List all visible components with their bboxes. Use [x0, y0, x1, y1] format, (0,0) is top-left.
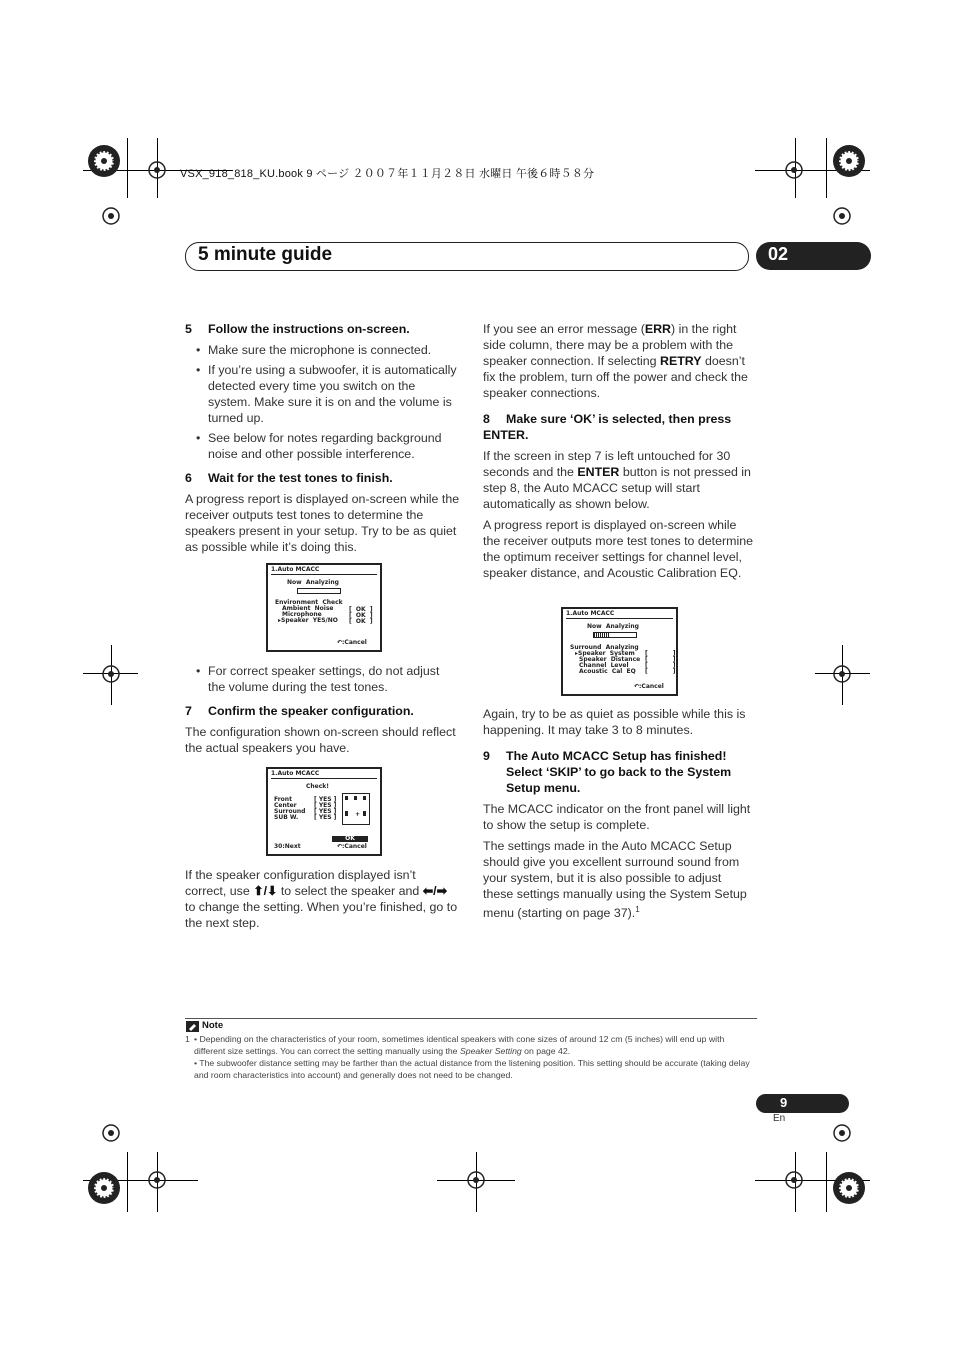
registration-sunburst-icon: [831, 143, 867, 179]
note-divider: [185, 1018, 757, 1019]
step-8-text: If the screen in step 7 is left untouched for 30 seconds and the ENTER button is not pressed in step 8, the Auto MCACC setup will start automatically as shown below.: [483, 449, 751, 511]
osd-screen-environment-check: 1.Auto MCACC Now Analyzing Environment Check Ambient Noise Microphone ▸Speaker YES/NO [ OK ] [ OK ] [ OK ] ↶:Cancel: [266, 563, 382, 652]
step-5-heading: 5 Follow the instructions on-screen.: [185, 322, 410, 336]
progress-bar: [593, 632, 637, 638]
note-text: 1 • Depending on the characteristics of your room, sometimes identical speakers with cone sizes of around 12 cm (5 inches) will end up with different size settings. You can correct the setting manually using the Speaker Setting on page 42. • The subwoofer distance setting may be farther than the actual distance from the listening position. This setting should be accurate (taking delay and room characteristics into account) and generally does not need to be changed.: [185, 1034, 750, 1080]
osd-screen-surround-analyzing: 1.Auto MCACC Now Analyzing Surround Analyzing ▸Speaker System Speaker Distance Channel Level Acoustic Cal EQ [ ] [ ] [ ] [ ] ↶:Cancel: [561, 607, 678, 696]
crosshair-icon: [101, 206, 121, 226]
osd-screen-speaker-check: 1.Auto MCACC Check! Front Center Surround SUB W. [ YES ] [ YES ] [ YES ] [ YES ] + OK 30:Next ↶:Cancel: [266, 767, 382, 856]
crosshair-icon: [832, 664, 852, 684]
crosshair-icon: [147, 1170, 167, 1190]
progress-bar: [297, 588, 341, 594]
speaker-layout-icon: [342, 793, 370, 825]
chapter-badge: [756, 242, 871, 270]
crosshair-icon: [147, 160, 167, 180]
step-8-text-2: A progress report is displayed on-screen while the receiver outputs more test tones to determine the optimum receiver settings for channel level, speaker distance, and Acoustic Calibration EQ.: [483, 518, 753, 580]
step-9-text-2: The settings made in the Auto MCACC Setup should give you excellent surround sound from your system, but it is also possible to adjust these settings manually using the System Setup menu (starting on page 37).$^1$: [483, 839, 747, 921]
step-5-bullets: [185, 342, 460, 462]
left-column: [185, 321, 460, 560]
step-6-bullet: [185, 663, 460, 695]
page-number: 9: [780, 1095, 788, 1110]
page-title-bar: [185, 242, 749, 271]
error-paragraph: If you see an error message (ERR) in the right side column, there may be a problem with the speaker connection. If selecting RETRY doesn’t fix the problem, turn off the power and check the speaker connections.: [483, 322, 748, 400]
list-item: • Make sure the microphone is connected.: [185, 342, 460, 358]
note-pencil-icon: [186, 1021, 199, 1032]
page-number-badge: [756, 1094, 849, 1113]
step-6-text: A progress report is displayed on-screen while the receiver outputs test tones to determine the speakers present in your setup. Try to be as quiet as possible while it’s doing this.: [185, 492, 460, 554]
page-title: 5 minute guide: [198, 244, 333, 265]
print-header-filename: VSX_918_818_KU.book 9 ページ ２００７年１１月２８日 水曜日 午後６時５８分: [180, 168, 595, 180]
crosshair-icon: [784, 160, 804, 180]
chapter-number: 02: [768, 244, 789, 264]
crosshair-icon: [101, 1123, 121, 1143]
registration-sunburst-icon: [86, 1170, 122, 1206]
quiet-text: Again, try to be as quiet as possible while this is happening. It may take 3 to 8 minutes.: [483, 707, 746, 737]
registration-sunburst-icon: [831, 1170, 867, 1206]
step-6-heading: 6 Wait for the test tones to finish.: [185, 471, 393, 485]
crosshair-icon: [832, 206, 852, 226]
crosshair-icon: [466, 1170, 486, 1190]
list-item: • See below for notes regarding background noise and other possible interference.: [185, 430, 460, 462]
crosshair-icon: [832, 1123, 852, 1143]
right-column-part-2: [483, 706, 755, 926]
registration-sunburst-icon: [86, 143, 122, 179]
page-language: En: [773, 1113, 786, 1124]
crosshair-icon: [101, 664, 121, 684]
note-title: Note: [202, 1020, 224, 1031]
list-item: • If you’re using a subwoofer, it is automatically detected every time you switch on the system. Make sure it is on and the volume is turned up.: [185, 362, 460, 426]
right-column: [483, 321, 755, 586]
left-column-part-3: [185, 867, 460, 936]
step-7-instructions: If the speaker configuration displayed isn’t correct, use ⬆/⬇ to select the speaker and ⬅/➡ to change the setting. When you’re finished, go to the next step.: [185, 868, 458, 930]
step-7-heading: 7 Confirm the speaker configuration.: [185, 704, 414, 718]
crosshair-icon: [784, 1170, 804, 1190]
step-8-heading: 8 Make sure ‘OK’ is selected, then press ENTER.: [483, 412, 732, 442]
step-7-text: The configuration shown on-screen should reflect the actual speakers you have.: [185, 725, 456, 755]
left-column-part-2: [185, 663, 460, 761]
list-item: • For correct speaker settings, do not adjust the volume during the test tones.: [185, 663, 460, 695]
step-9-text-1: The MCACC indicator on the front panel will light to show the setup is complete.: [483, 802, 751, 832]
svg-text:+: +: [355, 811, 361, 818]
step-9-heading: 9 The Auto MCACC Setup has finished! Select ‘SKIP’ to go back to the System Setup menu.: [483, 749, 732, 795]
ok-button[interactable]: OK: [332, 836, 368, 842]
